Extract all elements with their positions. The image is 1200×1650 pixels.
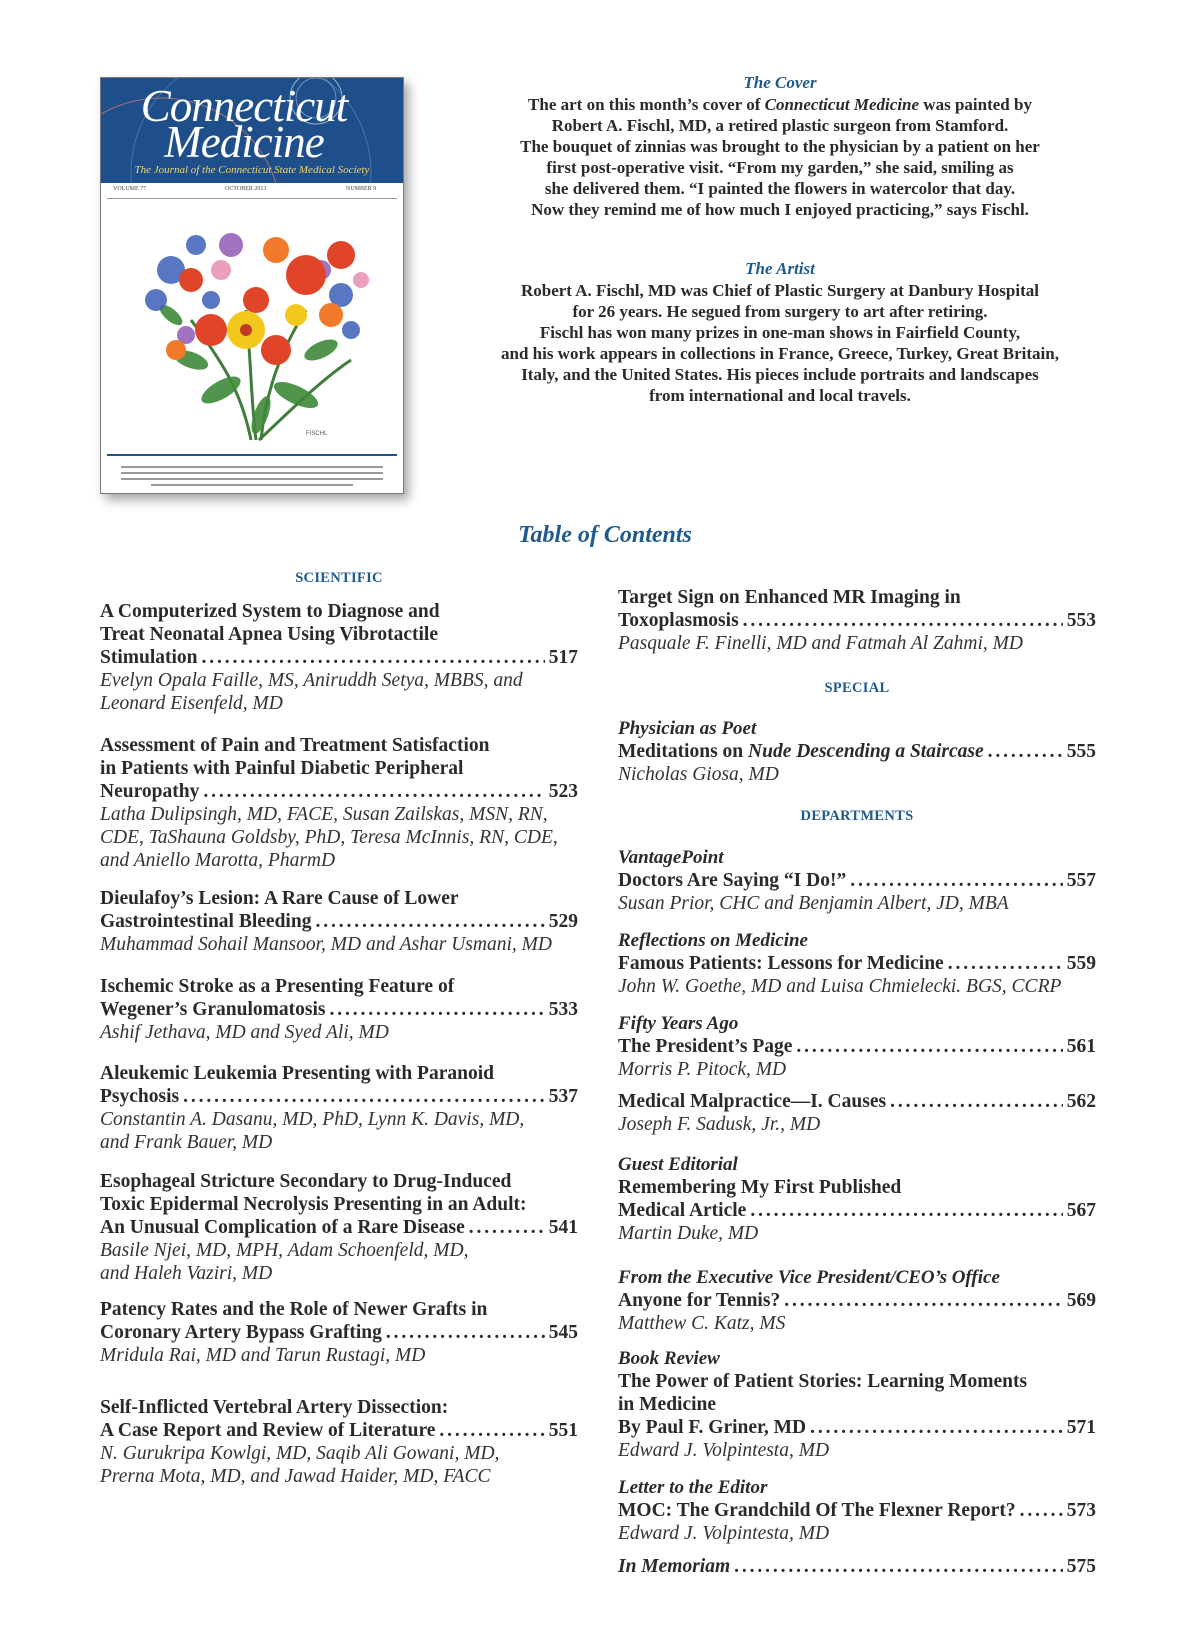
page-number: 545: [548, 1322, 578, 1343]
toc-entry-title: Medical Article: [618, 1200, 747, 1221]
cover-footer: [101, 454, 403, 493]
cover-fine-print: [151, 484, 353, 486]
leader-dots: [183, 1085, 545, 1108]
toc-entry-title: By Paul F. Griner, MD: [618, 1417, 807, 1438]
cover-text-line: first post-operative visit. “From my garden,” she said, smiling as: [546, 158, 1014, 177]
toc-entry-authors: Constantin A. Dasanu, MD, PhD, Lynn K. Davis, MD,: [100, 1109, 525, 1130]
cover-text-line: Now they remind me of how much I enjoyed practicing,” says Fischl.: [531, 200, 1029, 219]
cover-title-line2: Medicine: [164, 117, 324, 167]
leader-dots: [784, 1289, 1063, 1312]
toc-entry-title: Toxic Epidermal Necrolysis Presenting in an Adult:: [100, 1194, 527, 1215]
cover-text-line: she delivered them. “I painted the flowers in watercolor that day.: [544, 179, 1016, 198]
toc-entry-authors: Latha Dulipsingh, MD, FACE, Susan Zailskas, MSN, RN,: [100, 804, 548, 825]
toc-entry-authors: Susan Prior, CHC and Benjamin Albert, JD, MBA: [618, 893, 1009, 914]
section-heading-scientific: SCIENTIFIC: [295, 570, 383, 586]
page-number: 553: [1066, 610, 1096, 631]
cover-issue-line: [101, 186, 403, 198]
toc-entry-title: Doctors Are Saying “I Do!”: [618, 870, 847, 891]
toc-entry-title: MOC: The Grandchild Of The Flexner Report?: [618, 1500, 1016, 1521]
toc-entry-category: Letter to the Editor: [618, 1477, 768, 1498]
toc-entry[interactable]: [618, 929, 1096, 998]
toc-entry-title: [618, 740, 984, 763]
toc-entry[interactable]: [100, 887, 578, 956]
leader-dots: [734, 1555, 1063, 1578]
toc-entry-title-with-page: [100, 910, 578, 933]
leader-dots: [203, 780, 544, 803]
cover-rule: [107, 198, 397, 199]
toc-entry-title-with-page: [618, 1035, 1096, 1058]
page-number: 569: [1066, 1290, 1096, 1311]
toc-entry-authors: Basile Njei, MD, MPH, Adam Schoenfeld, MD,: [100, 1240, 469, 1261]
toc-entry[interactable]: [618, 1090, 1096, 1136]
toc-entry-authors: Edward J. Volpintesta, MD: [618, 1523, 830, 1544]
toc-entry-title: Wegener’s Granulomatosis: [100, 999, 326, 1020]
toc-entry-title: The Power of Patient Stories: Learning Moments: [618, 1371, 1028, 1392]
cover-text-line: The bouquet of zinnias was brought to the physician by a patient on her: [520, 137, 1040, 156]
toc-entry-authors: Martin Duke, MD: [618, 1223, 759, 1244]
page-number: 575: [1066, 1556, 1096, 1577]
toc-entry-category: Guest Editorial: [618, 1154, 738, 1175]
page-number: 517: [548, 647, 578, 668]
toc-entry[interactable]: [618, 1347, 1096, 1462]
page-number: 541: [548, 1217, 578, 1238]
flower-painting: [101, 200, 403, 455]
toc-entry-authors: Joseph F. Sadusk, Jr., MD: [618, 1114, 821, 1135]
page-number: 529: [548, 911, 578, 932]
cover-fine-print: [121, 478, 383, 480]
toc-entry[interactable]: [618, 586, 1096, 655]
toc-entry-category: VantagePoint: [618, 847, 724, 868]
leader-dots: [1020, 1499, 1063, 1522]
page-number: 555: [1066, 741, 1096, 762]
toc-entry-authors: Nicholas Giosa, MD: [618, 764, 779, 785]
cover-description: [460, 72, 1100, 220]
toc-entry[interactable]: [618, 846, 1096, 915]
toc-entry-title-with-page: [618, 1416, 1096, 1439]
leader-dots: [469, 1216, 545, 1239]
toc-entry-title: Psychosis: [100, 1086, 180, 1107]
leader-dots: [330, 998, 545, 1021]
toc-entry-authors: and Haleh Vaziri, MD: [100, 1263, 273, 1284]
artist-text-line: and his work appears in collections in France, Greece, Turkey, Great Britain,: [500, 344, 1059, 363]
cover-text-line: Robert A. Fischl, MD, a retired plastic surgeon from Stamford.: [551, 116, 1009, 135]
artist-text-line: for 26 years. He segued from surgery to art after retiring.: [572, 302, 988, 321]
toc-entry-title: Medical Malpractice—I. Causes: [618, 1091, 887, 1112]
toc-entry-authors: Edward J. Volpintesta, MD: [618, 1440, 830, 1461]
toc-entry[interactable]: [100, 1298, 578, 1367]
toc-entry-title-with-page: [618, 609, 1096, 632]
page-number: 537: [548, 1086, 578, 1107]
toc-entry[interactable]: [100, 1062, 578, 1154]
leader-dots: [750, 1199, 1062, 1222]
toc-entry-authors: CDE, TaShauna Goldsby, PhD, Teresa McInnis, RN, CDE,: [100, 827, 558, 848]
cover-fine-print: [121, 466, 383, 468]
cover-fine-print: [121, 472, 383, 474]
toc-entry-authors: Pasquale F. Finelli, MD and Fatmah Al Zahmi, MD: [618, 633, 1023, 654]
toc-entry-title-prefix: Meditations on: [618, 741, 749, 762]
toc-entry-title-with-page: [618, 952, 1096, 975]
toc-entry-title-with-page: [618, 1289, 1096, 1312]
toc-entry-title: Assessment of Pain and Treatment Satisfaction: [100, 735, 490, 756]
page-number: 567: [1066, 1200, 1096, 1221]
toc-entry-authors: Matthew C. Katz, MS: [618, 1313, 786, 1334]
cover-footer-bar: [107, 454, 397, 456]
cover-title-line1: Connecticut: [140, 81, 348, 131]
toc-entry-authors: N. Gurukripa Kowlgi, MD, Saqib Ali Gowani, MD,: [100, 1443, 500, 1464]
toc-entry-title-with-page: [618, 1555, 1096, 1578]
toc-entry-title-with-page: [100, 1321, 578, 1344]
toc-entry[interactable]: [618, 1153, 1096, 1245]
cover-text-line: The art on this month’s cover of Connecticut Medicine was painted by: [528, 95, 1032, 114]
toc-entry-authors: Ashif Jethava, MD and Syed Ali, MD: [100, 1022, 389, 1043]
leader-dots: [796, 1035, 1062, 1058]
leader-dots: [810, 1416, 1063, 1439]
toc-entry-category: From the Executive Vice President/CEO’s Office: [618, 1267, 1000, 1288]
artist-heading: The Artist: [745, 259, 815, 278]
page-number: 573: [1066, 1500, 1096, 1521]
leader-dots: [202, 646, 545, 669]
toc-entry-title: A Case Report and Review of Literature: [100, 1420, 436, 1441]
toc-entry-title-with-page: [100, 1419, 578, 1442]
toc-title: Table of Contents: [518, 522, 692, 548]
cover-masthead: [101, 78, 403, 183]
toc-entry-title: Aleukemic Leukemia Presenting with Paranoid: [100, 1063, 494, 1084]
page-number: 561: [1066, 1036, 1096, 1057]
toc-entry[interactable]: [618, 1266, 1096, 1335]
page-number: 557: [1066, 870, 1096, 891]
toc-entry-category: Fifty Years Ago: [618, 1013, 739, 1034]
section-heading-departments: DEPARTMENTS: [800, 808, 914, 824]
toc-entry-authors: John W. Goethe, MD and Luisa Chmielecki. BGS, CCRP: [618, 976, 1062, 997]
leader-dots: [439, 1419, 544, 1442]
toc-entry-title: In Memoriam: [618, 1556, 731, 1577]
cover-subtitle: The Journal of the Connecticut State Medical Society: [134, 164, 370, 176]
toc-entry-title-with-page: [100, 646, 578, 669]
artist-text-line: Fischl has won many prizes in one-man shows in Fairfield County,: [539, 323, 1021, 342]
toc-entry-authors: and Aniello Marotta, PharmD: [100, 850, 336, 871]
toc-entry-category: Reflections on Medicine: [618, 930, 808, 951]
page-number: 559: [1066, 953, 1096, 974]
toc-entry-title: in Medicine: [618, 1394, 717, 1415]
toc-entry-title: Dieulafoy’s Lesion: A Rare Cause of Lower: [100, 888, 459, 909]
toc-entry-title-with-page: [100, 1216, 578, 1239]
toc-entry-title-with-page: [100, 998, 578, 1021]
toc-entry[interactable]: [100, 1170, 578, 1285]
section-heading-special: SPECIAL: [824, 680, 890, 696]
toc-entry-title: Target Sign on Enhanced MR Imaging in: [618, 587, 961, 608]
toc-entry-authors: Muhammad Sohail Mansoor, MD and Ashar Usmani, MD: [100, 934, 552, 955]
toc-entry-title-with-page: [618, 1499, 1096, 1522]
toc-entry[interactable]: [100, 1396, 578, 1488]
toc-entry-authors: Leonard Eisenfeld, MD: [100, 693, 283, 714]
toc-entry-category: Book Review: [618, 1348, 720, 1369]
toc-entry-title-with-page: [618, 1090, 1096, 1113]
toc-entry-title: Anyone for Tennis?: [618, 1290, 781, 1311]
toc-entry-artwork-title: Nude Descending a Staircase: [748, 741, 984, 762]
page-number: 533: [548, 999, 578, 1020]
leader-dots: [890, 1090, 1063, 1113]
leader-dots: [315, 910, 544, 933]
toc-entry-title: in Patients with Painful Diabetic Peripheral: [100, 758, 464, 779]
leader-dots: [988, 740, 1063, 763]
toc-entry-title-with-page: [100, 780, 578, 803]
svg-text:FISCHL: FISCHL: [306, 431, 328, 437]
toc-entry-title: Treat Neonatal Apnea Using Vibrotactile: [100, 624, 438, 645]
journal-cover-image: [100, 77, 404, 494]
leader-dots: [948, 952, 1063, 975]
toc-entry[interactable]: [618, 1012, 1096, 1081]
cover-volume: VOLUME 77: [113, 186, 147, 192]
page-number: 523: [548, 781, 578, 802]
toc-entry-authors: and Frank Bauer, MD: [100, 1132, 273, 1153]
cover-number: NUMBER 9: [346, 186, 377, 192]
leader-dots: [850, 869, 1063, 892]
toc-entry-title: The President’s Page: [618, 1036, 793, 1057]
toc-entry-title: Gastrointestinal Bleeding: [100, 911, 312, 932]
artist-text-line: Italy, and the United States. His pieces include portraits and landscapes: [521, 365, 1039, 384]
toc-entry-authors: Prerna Mota, MD, and Jawad Haider, MD, FACC: [100, 1466, 491, 1487]
toc-entry-title: Patency Rates and the Role of Newer Grafts in: [100, 1299, 488, 1320]
artist-description: [460, 258, 1100, 406]
toc-entry-title: Self-Inflicted Vertebral Artery Dissection:: [100, 1397, 449, 1418]
toc-entry-title: A Computerized System to Diagnose and: [100, 601, 440, 622]
journal-name: Connecticut Medicine: [764, 95, 920, 114]
cover-heading: The Cover: [743, 73, 817, 92]
toc-entry-title-with-page: [618, 740, 1096, 763]
artist-text-line: Robert A. Fischl, MD was Chief of Plastic Surgery at Danbury Hospital: [520, 281, 1039, 300]
toc-entry-authors: Mridula Rai, MD and Tarun Rustagi, MD: [100, 1345, 426, 1366]
toc-entry-title: Esophageal Stricture Secondary to Drug-Induced: [100, 1171, 512, 1192]
page-number: 571: [1066, 1417, 1096, 1438]
toc-entry-title: Famous Patients: Lessons for Medicine: [618, 953, 944, 974]
toc-entry-title: Toxoplasmosis: [618, 610, 739, 631]
toc-entry-authors: Evelyn Opala Faille, MS, Aniruddh Setya, MBBS, and: [100, 670, 523, 691]
toc-entry-title: Coronary Artery Bypass Grafting: [100, 1322, 382, 1343]
cover-date: OCTOBER 2013: [225, 186, 267, 192]
toc-entry[interactable]: [618, 1555, 1096, 1578]
page-number: 551: [548, 1420, 578, 1441]
toc-entry-title: Stimulation: [100, 647, 198, 668]
page-number: 562: [1066, 1091, 1096, 1112]
toc-entry[interactable]: [100, 600, 578, 715]
toc-entry[interactable]: [618, 717, 1096, 786]
toc-entry-category: Physician as Poet: [618, 718, 757, 739]
toc-entry-authors: Morris P. Pitock, MD: [618, 1059, 787, 1080]
leader-dots: [386, 1321, 545, 1344]
toc-entry[interactable]: [100, 734, 578, 872]
toc-entry-title: An Unusual Complication of a Rare Disease: [100, 1217, 465, 1238]
artist-text-line: from international and local travels.: [649, 386, 911, 405]
toc-entry-title-with-page: [618, 1199, 1096, 1222]
toc-entry-title: Neuropathy: [100, 781, 200, 802]
leader-dots: [743, 609, 1063, 632]
toc-entry[interactable]: [618, 1476, 1096, 1545]
toc-entry[interactable]: [100, 975, 578, 1044]
toc-entry-title: Remembering My First Published: [618, 1177, 902, 1198]
toc-entry-title-with-page: [100, 1085, 578, 1108]
toc-entry-title-with-page: [618, 869, 1096, 892]
toc-entry-title: Ischemic Stroke as a Presenting Feature of: [100, 976, 455, 997]
